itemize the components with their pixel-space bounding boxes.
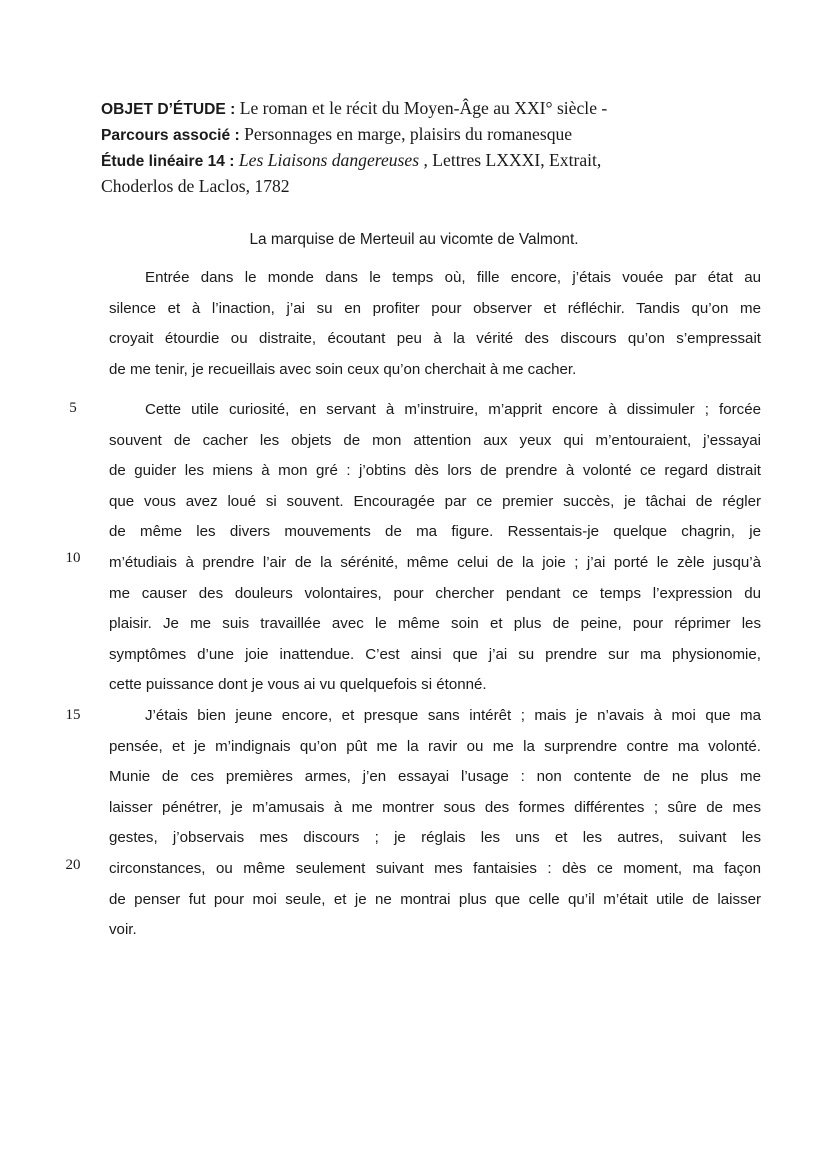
object-of-study-text: Le roman et le récit du Moyen-Âge au XXI° siècle - [235,98,608,118]
text-line: de penser fut pour moi seule, et je ne montrai plus que celle qu’il m’était utile de laisser [109,890,761,908]
text-line: de guider les miens à mon gré : j’obtins dès lors de prendre à volonté ce regard distrait [109,462,761,480]
header-parcours [101,122,741,148]
letter-title: La marquise de Merteuil au vicomte de Valmont. [249,231,579,248]
header-etude [101,148,741,174]
text-line: J’étais bien jeune encore, et presque sans intérêt ; mais je n’avais à moi que ma [145,707,761,724]
text-line: de même les divers mouvements de ma figure. Ressentais-je quelque chagrin, je [109,523,761,541]
text-line: plaisir. Je me suis travaillée avec le même soin et plus de peine, pour réprimer les [109,615,761,633]
line-number: 20 [65,857,81,873]
line-number: 15 [65,707,81,723]
text-line: Entrée dans le monde dans le temps où, fille encore, j’étais vouée par état au [145,269,761,286]
text-line: croyait étourdie ou distraite, écoutant peu à la vérité des discours qu’on s’empressait [109,330,761,348]
etude-label: Étude linéaire 14 : [101,153,235,170]
header-block [101,96,741,199]
text-line: Munie de ces premières armes, j’en essayai l’usage : non contente de ne plus me [109,768,761,786]
parcours-text: Personnages en marge, plaisirs du romanesque [239,124,573,144]
text-line: voir. [109,921,137,939]
text-line: souvent de cacher les objets de mon attention aux yeux qui m’entouraient, j’essayai [109,431,761,449]
etude-text: , Lettres LXXXI, Extrait, [419,150,602,170]
text-line: symptômes d’une joie inattendue. C’est ainsi que j’ai su prendre sur ma physionomie, [109,645,761,663]
text-line: pensée, et je m’indignais qu’on pût me la ravir ou me la surprendre contre ma volonté. [109,737,761,755]
line-number: 10 [65,550,81,566]
text-line: Cette utile curiosité, en servant à m’instruire, m’apprit encore à dissimuler ; forcée [145,401,761,418]
header-object-of-study [101,96,741,122]
paragraph-3 [109,701,761,946]
header-author [101,174,741,199]
text-line: que vous avez loué si souvent. Encouragée par ce premier succès, je tâchai de régler [109,492,761,510]
text-line: cette puissance dont je vous ai vu quelquefois si étonné. [109,676,487,694]
object-of-study-label: OBJET D’ÉTUDE : [101,101,236,118]
text-line: laisser pénétrer, je m’amusais à me montrer sous des formes différentes ; sûre de mes [109,798,761,816]
text-line: de me tenir, je recueillais avec soin ceux qu’on cherchait à me cacher. [109,360,577,378]
text-line: circonstances, ou même seulement suivant mes fantaisies : dès ce moment, ma façon [109,859,761,877]
text-line: m’étudiais à prendre l’air de la sérénité, même celui de la joie ; j’ai porté le zèle jusqu’à [109,553,761,571]
author-text: Choderlos de Laclos, 1782 [101,176,290,196]
work-title: Les Liaisons dangereuses [238,150,420,170]
text-line: silence et à l’inaction, j’ai su en profiter pour observer et réfléchir. Tandis qu’on me [109,299,761,317]
text-line: gestes, j’observais mes discours ; je réglais les uns et les autres, suivant les [109,829,761,847]
paragraph-1 [109,263,761,385]
parcours-label: Parcours associé : [101,127,240,144]
text-line: me causer des douleurs volontaires, pour chercher pendant ce temps l’expression du [109,584,761,602]
paragraph-2 [109,395,761,701]
line-number: 5 [69,400,77,416]
